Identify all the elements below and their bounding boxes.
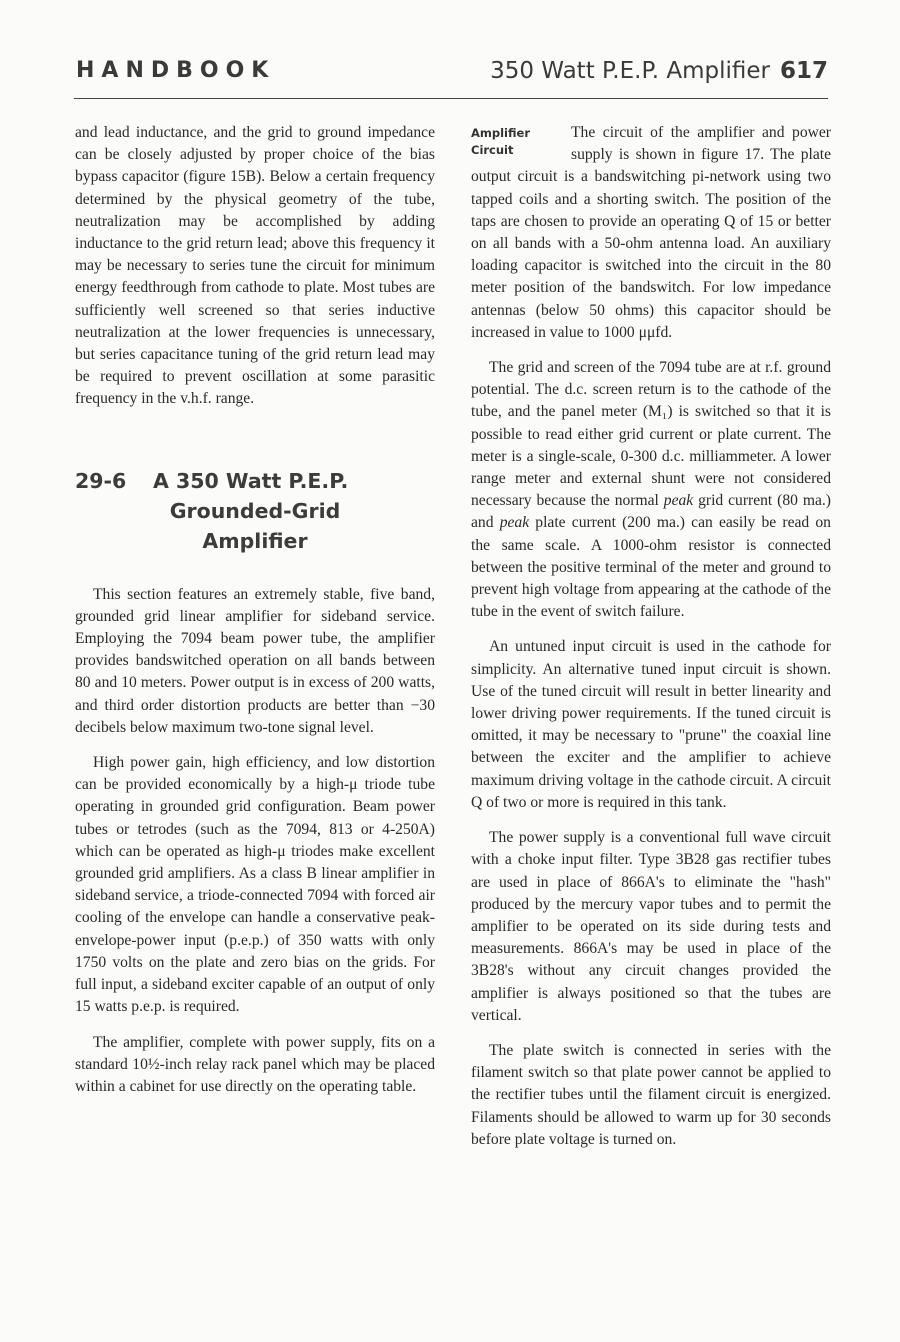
paragraph: and lead inductance, and the grid to ground impedance can be closely adjusted by proper choice of the bias bypass capacitor (figure 15B). Below a certain frequency determined by the physical geometry of the tube, neutralization may be accomplished by adding inductance to the grid return lead; above this frequency it may be necessary to series tune the circuit for minimum energy feedthrough from cathode to plate. Most tubes are sufficiently well screened so that series inductive neutralization at the lower frequencies is unnecessary, but series capacitance tuning of the grid return lead may be required to prevent oscillation at some parasitic frequency in the v.h.f. range. bbox=[75, 124, 435, 408]
emphasis-peak: peak bbox=[663, 492, 694, 510]
paragraph-text: plate current (200 ma.) can easily be read on the same scale. A 1000-ohm resistor is connected between the positive terminal of the meter and ground to prevent high voltage from appearing at the cathode of the tube in the event of switch failure. bbox=[471, 514, 831, 621]
paragraph-text: grid current (80 ma.) and bbox=[471, 492, 831, 532]
paragraph: The amplifier, complete with power supply, fits on a standard 10½-inch relay rack panel which may be placed within a cabinet for use directly on the operating table. bbox=[75, 1033, 435, 1095]
page-number: 617 bbox=[779, 58, 828, 84]
paragraph: The power supply is a conventional full wave circuit with a choke input filter. Type 3B28 gas rectifier tubes are used in place of 866A's to eliminate the "hash" produced by the mercury vapor tubes and to permit the amplifier to be operated on its side during tests and measurements. 866A's may be used in place of the 3B28's without any circuit changes provided the amplifier is always positioned so that the tubes are vertical. bbox=[471, 829, 831, 1024]
emphasis-peak: peak bbox=[499, 514, 530, 532]
paragraph: The plate switch is connected in series with the filament switch so that plate power cannot be applied to the rectifier tubes until the filament circuit is energized. Filaments should be allowed to warm up for 30 seconds before plate voltage is turned on. bbox=[471, 1041, 831, 1148]
paragraph: An untuned input circuit is used in the cathode for simplicity. An alternative tuned input circuit is shown. Use of the tuned circuit will result in better linearity and lower driving power requirements. If the tuned circuit is omitted, it may be necessary to "prune" the coaxial line between the exciter and the amplifier to achieve maximum driving voltage in the cathode circuit. A circuit Q of two or more is required in this tank. bbox=[471, 638, 831, 811]
paragraph-text: The grid and screen of the 7094 tube are at r.f. ground potential. The d.c. screen return is to the cathode of the tube, and the panel meter (M₁) is switched so that it is possible to read either grid current or plate current. The meter is a single-scale, 0-300 d.c. milliammeter. A lower range meter and external shunt were not considered necessary because the normal bbox=[471, 359, 831, 510]
heading-line-2: Grounded-Grid bbox=[169, 498, 341, 523]
right-column bbox=[471, 122, 831, 1164]
section-number: 29-6 bbox=[75, 468, 127, 493]
chapter-title bbox=[490, 58, 828, 84]
paragraph bbox=[471, 357, 831, 623]
subheading-line-2: Circuit bbox=[471, 143, 514, 157]
heading-line-1: A 350 Watt P.E.P. bbox=[153, 468, 349, 493]
header-rule bbox=[74, 98, 828, 99]
subheading-line-1: Amplifier bbox=[471, 126, 530, 140]
running-header bbox=[76, 56, 828, 98]
left-column bbox=[75, 122, 435, 1111]
section-heading bbox=[75, 466, 435, 556]
paragraph: This section features an extremely stable, five band, grounded grid linear amplifier for sideband service. Employing the 7094 beam power tube, the amplifier provides bandswitched operation on all bands between 80 and 10 meters. Power output is in excess of 200 watts, and third order distortion products are better than −30 decibels below maximum two-tone signal level. bbox=[75, 585, 435, 736]
paragraph bbox=[471, 122, 831, 344]
paragraph-text: The circuit of the amplifier and power supply is shown in figure 17. The plate output circuit is a bandswitching pi-network using two tapped coils and a shorting switch. The position of the taps are chosen to provide an operating Q of 15 or better on all bands with a 50-ohm antenna load. An auxiliary loading capacitor is switched into the circuit in the 80 meter position of the bandswitch. For low impedance antennas (below 50 ohms) this capacitor should be increased in value to 1000 μμfd. bbox=[471, 124, 831, 341]
running-title: 350 Watt P.E.P. Amplifier bbox=[490, 58, 770, 84]
heading-line-3: Amplifier bbox=[202, 528, 308, 553]
paragraph: High power gain, high efficiency, and low distortion can be provided economically by a high-μ triode tube operating in grounded grid configuration. Beam power tubes or tetrodes (such as the 7094, 813 or 4-250A) which can be operated as high-μ triodes make excellent grounded grid amplifiers. As a class B linear amplifier in sideband service, a triode-connected 7094 with forced air cooling of the envelope can handle a conservative peak-envelope-power input (p.e.p.) of 350 watts with only 1750 volts on the plate and zero bias on the grids. For full input, a sideband exciter capable of an output of only 15 watts p.e.p. is required. bbox=[75, 754, 435, 1016]
handbook-label: HANDBOOK bbox=[76, 58, 276, 83]
subheading-amplifier-circuit bbox=[471, 125, 565, 159]
